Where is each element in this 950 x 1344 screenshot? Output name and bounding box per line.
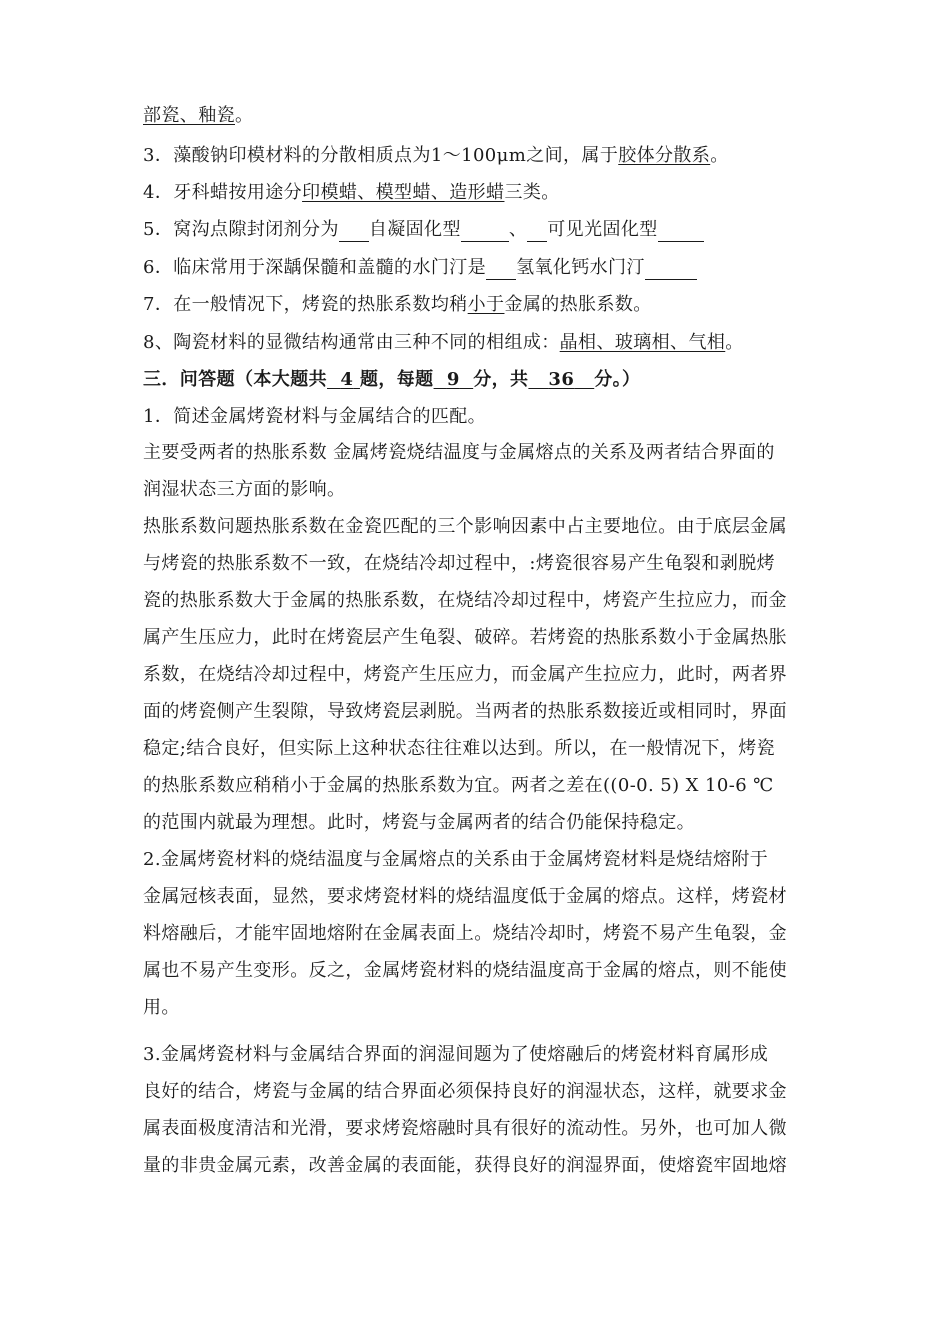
question-4: 4．牙科蜡按用途分印模蜡、模型蜡、造形蜡三类。 <box>143 182 560 203</box>
answer-line: 属产生压应力，此时在烤瓷层产生龟裂、破碎。若烤瓷的热胀系数小于金属热胀 <box>143 627 787 648</box>
q5-answer-1: 自凝固化型 <box>368 219 461 240</box>
question-3: 3．藻酸钠印模材料的分散相质点为1～100μm之间，属于胶体分散系。 <box>143 145 729 166</box>
q5-answer-2: 可见光固化型 <box>547 219 658 240</box>
answer-line: 用。 <box>143 997 180 1018</box>
answer-line: 料熔融后，才能牢固地熔附在金属表面上。烧结冷却时，烤瓷不易产生龟裂，金 <box>143 923 787 944</box>
answer-line: 量的非贵金属元素，改善金属的表面能，获得良好的润湿界面，使熔瓷牢固地熔 <box>143 1155 787 1176</box>
essay-question-1: 1．简述金属烤瓷材料与金属结合的匹配。 <box>143 406 487 427</box>
per-question-score: 9 <box>446 369 460 390</box>
answer-line: 2.金属烤瓷材料的烧结温度与金属熔点的关系由于金属烤瓷材料是烧结熔附于 <box>143 849 769 870</box>
answer-line: 热胀系数问题热胀系数在金瓷匹配的三个影响因素中占主要地位。由于底层金属 <box>143 516 787 537</box>
q7-answer: 小于 <box>467 294 505 315</box>
answer-line: 的热胀系数应稍稍小于金属的热胀系数为宜。两者之差在((0-0. 5) X 10-6 ℃ <box>143 775 774 796</box>
question-8: 8、陶瓷材料的显微结构通常由三种不同的相组成：晶相、玻璃相、气相。 <box>143 332 744 353</box>
question-7: 7．在一般情况下，烤瓷的热胀系数均稍小于金属的热胀系数。 <box>143 294 652 315</box>
answer-line: 面的烤瓷侧产生裂隙，导致烤瓷层剥脱。当两者的热胀系数接近或相同时，界面 <box>143 701 787 722</box>
answer-line: 金属冠核表面，显然，要求烤瓷材料的烧结温度低于金属的熔点。这样，烤瓷材 <box>143 886 787 907</box>
answer-line: 系数，在烧结冷却过程中，烤瓷产生压应力，而金属产生拉应力，此时，两者界 <box>143 664 787 685</box>
q4-answer: 印模蜡、模型蜡、造形蜡 <box>302 182 505 203</box>
answer-line: 稳定;结合良好，但实际上这种状态往往难以达到。所以，在一般情况下，烤瓷 <box>143 738 776 759</box>
blank-line <box>461 221 509 242</box>
q8-answer: 晶相、玻璃相、气相 <box>559 332 726 353</box>
q2-continuation: 部瓷、釉瓷。 <box>143 105 254 126</box>
section-3-heading: 三．问答题（本大题共 4 题，每题 9 分，共 36 分。） <box>143 369 641 390</box>
answer-line: 主要受两者的热胀系数 金属烤瓷烧结温度与金属熔点的关系及两者结合界面的 <box>143 442 775 463</box>
answer-line: 属也不易产生变形。反之，金属烤瓷材料的烧结温度高于金属的熔点，则不能使 <box>143 960 787 981</box>
total-score: 36 <box>548 369 575 390</box>
blank-line <box>527 221 547 242</box>
answer-line: 瓷的热胀系数大于金属的热胀系数，在烧结冷却过程中，烤瓷产生拉应力，而金 <box>143 590 787 611</box>
question-5: 5．窝沟点隙封闭剂分为 自凝固化型 、 可见光固化型 <box>143 218 823 242</box>
blank-line <box>339 221 369 242</box>
q3-answer: 胶体分散系 <box>618 145 711 166</box>
blank-line <box>645 259 697 280</box>
answer-line: 与烤瓷的热胀系数不一致，在烧结冷却过程中，:烤瓷很容易产生龟裂和剥脱烤 <box>143 553 776 574</box>
answer-line: 属表面极度清洁和光滑，要求烤瓷熔融时具有很好的流动性。另外，也可加人微 <box>143 1118 787 1139</box>
answer-line: 润湿状态三方面的影响。 <box>143 479 346 500</box>
answer-line: 良好的结合，烤瓷与金属的结合界面必须保持良好的润湿状态，这样，就要求金 <box>143 1081 787 1102</box>
blank-line <box>658 221 704 242</box>
q6-answer: 氢氧化钙水门汀 <box>516 257 645 278</box>
answer-line: 3.金属烤瓷材料与金属结合界面的润湿间题为了使熔融后的烤瓷材料育属形成 <box>143 1044 769 1065</box>
question-count: 4 <box>340 369 354 390</box>
q2-answer: 部瓷、釉瓷 <box>143 105 235 126</box>
answer-line: 的范围内就最为理想。此时，烤瓷与金属两者的结合仍能保持稳定。 <box>143 812 695 833</box>
blank-line <box>486 259 516 280</box>
question-6: 6．临床常用于深龋保髓和盖髓的水门汀是 氢氧化钙水门汀 <box>143 256 823 280</box>
